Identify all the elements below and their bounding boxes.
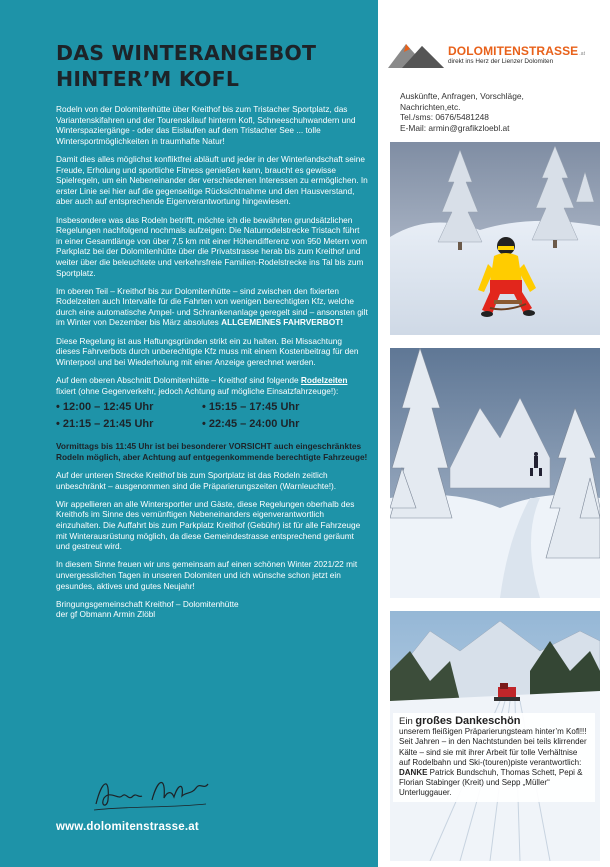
signature-image: [88, 770, 218, 814]
contact-phone: Tel./sms: 0676/5481248: [400, 112, 489, 122]
contact-email[interactable]: E-Mail: armin@grafikzloebl.at: [400, 122, 510, 133]
logo-brand-text: DOLOMITENSTRASSE: [448, 44, 579, 58]
contact-line: Auskünfte, Anfragen, Vorschläge,: [400, 91, 524, 101]
thanks-names: Patrick Bundschuh, Thomas Schett, Pepi & Florian Stabinger (Kreit) und Sepp „Müller“ Unterluggauer.: [399, 768, 583, 798]
paragraph-haftung: Diese Regelung ist aus Haftungsgründen strikt ein zu halten. Bei Missachtung dieses Fahrverbots durch unberechtigte Kfz muss mit einem Kostenbeitrag für den Winterpool und bei Wiederholung mit einer Anzeige gerechnet werden.: [56, 335, 359, 367]
photo-winter-track: [390, 348, 600, 598]
paragraph-appell: Wir appellieren an alle Wintersportler und Gäste, diese Regelungen oberhalb des Kreithofs im Sinne des vernünftigen Nebeneinanders eigenverantwortlich einzuhalten. Die Auffahrt bis zum Parkplatz Kreithof (Gebühr) ist für alle Fahrzeuge mit Winterausrüstung möglich, da diese Gemeindestrasse entsprechend geräumt und gestreut wird.: [56, 498, 361, 552]
photo-sledding-child: [390, 142, 600, 335]
thanks-bold: großes Dankeschön: [415, 715, 521, 727]
image-panel: [378, 0, 610, 867]
paragraph-vormittags: Vormittags bis 11:45 Uhr ist bei besonderer VORSICHT auch eingeschränktes Rodeln möglich, aber Achtung auf entgegenkommende berechtigte Fahrzeuge!: [56, 441, 368, 462]
mountain-logo-icon: [388, 38, 444, 68]
contact-line: Nachrichten,etc.: [400, 101, 461, 112]
paragraph-rules: Damit dies alles möglichst konfliktfrei abläuft und jeder in der Winterlandschaft seine Freude, Erholung und sportliche Fitness genießen kann, braucht es gewisse Spielregeln, um ein Nebeneinander der verschiedenen Interessen zu ermöglichen. In erster Linie sei hier auf die gegenseitige Rücksichtnahme und den Hausverstand, aber auch auf entsprechende Eigenverantwortung hingewiesen.: [56, 153, 368, 207]
paragraph-untere-strecke: Auf der unteren Strecke Kreithof bis zum Sportplatz ist das Rodeln zeitlich unbeschränkt – ausgenommen sind die Präparierungszeiten (Warnleuchte!).: [56, 470, 337, 491]
logo-tagline: direkt ins Herz der Lienzer Dolomiten: [448, 58, 554, 65]
time-slot: • 21:15 – 21:45 Uhr: [56, 417, 202, 431]
logo-brand: [448, 44, 585, 58]
paragraph-signoff: [56, 599, 368, 620]
fahrverbot-text: Im oberen Teil – Kreithof bis zur Dolomitenhütte – sind zwischen den fixierten Rodelzeiten auch Intervalle für die Fahrten von wenigen berechtigten Kfz, welche durch eine automatische Ampel- und Schrankenanlage geregelt sind – ansonsten gilt im Winter von Dezember bis März absolutes: [56, 285, 368, 328]
time-slot: • 22:45 – 24:00 Uhr: [202, 417, 352, 431]
thanks-danke: DANKE: [399, 768, 428, 778]
rodelzeiten-link[interactable]: Rodelzeiten: [300, 375, 348, 386]
paragraph-intro: Rodeln von der Dolomitenhütte über Kreithof bis zum Tristacher Sportplatz, das Variantenskifahren und der Tourenskilauf hinterm Kofl, Schneeschuhwandern und Winterspaziergänge - oder das Eislaufen auf dem Tristacher See ... tolle Wintersportmöglichkeiten in traumhafte Natur!: [56, 104, 356, 146]
signoff-org: Bringungsgemeinschaft Kreithof – Dolomitenhütte: [56, 598, 239, 609]
article-body: [56, 104, 368, 628]
page-title: [56, 40, 366, 92]
paragraph-fahrverbot: [56, 286, 368, 328]
contact-info: [400, 91, 600, 133]
thanks-intro: Ein: [399, 716, 416, 727]
logo: [388, 36, 603, 70]
rodelzeiten-text-b: fixiert (ohne Gegenverkehr, jedoch Achtung auf mögliche Einsatzfahrzeuge!):: [56, 385, 339, 396]
signoff-person: der gf Obmann Armin Zlöbl: [56, 609, 156, 620]
fahrverbot-bold: ALLGEMEINES FAHRVERBOT!: [221, 317, 344, 328]
title-line-1: DAS WINTERANGEBOT: [56, 41, 317, 65]
rodelzeiten-text-a: Auf dem oberen Abschnitt Dolomitenhütte – Kreithof sind folgende: [56, 375, 301, 386]
title-line-2: HINTER’M KOFL: [56, 67, 240, 91]
thanks-box: [393, 713, 595, 802]
time-slot: • 12:00 – 12:45 Uhr: [56, 400, 202, 414]
paragraph-neujahr: In diesem Sinne freuen wir uns gemeinsam auf einen schönen Winter 2021/22 mit unvergesslichen Tagen in unseren Dolomiten und ich wünsche schon jetzt ein gesundes, aktives und gutes Neujahr!: [56, 559, 358, 591]
paragraph-rodelzeiten: [56, 375, 368, 396]
website-link[interactable]: www.dolomitenstrasse.at: [56, 821, 199, 833]
paragraph-rodeln: Insbesondere was das Rodeln betrifft, möchte ich die bewährten grundsätzlichen Regelungen nachfolgend nochmals aufzeigen: Die Naturrodelstrecke Tristach führt in einer Gesamtlänge von über 7,5 km mit einer Höhendifferenz von 950 Metern vom Parkplatz bei der Dolomitenhütte über die Privatstrasse herab bis zum Kreithof und weiter über die beleuchtete und verkehrsfreie Familien-Rodelstrecke ins Tal bis zum Sportplatz.: [56, 214, 368, 278]
thanks-heading: [399, 716, 521, 727]
logo-tld: .at: [579, 51, 586, 57]
rodel-times: [56, 400, 368, 431]
thanks-text: unserem fleißigen Präparierungsteam hinter’m Kofl!!! Seit Jahren – in den Nachtstunden bei teils klirrender Kälte – sind sie mit ihrer Arbeit für tolle Verhältnise auf Rodelbahn und Ski-(touren)piste verantwortlich:: [399, 727, 587, 767]
time-slot: • 15:15 – 17:45 Uhr: [202, 400, 352, 414]
